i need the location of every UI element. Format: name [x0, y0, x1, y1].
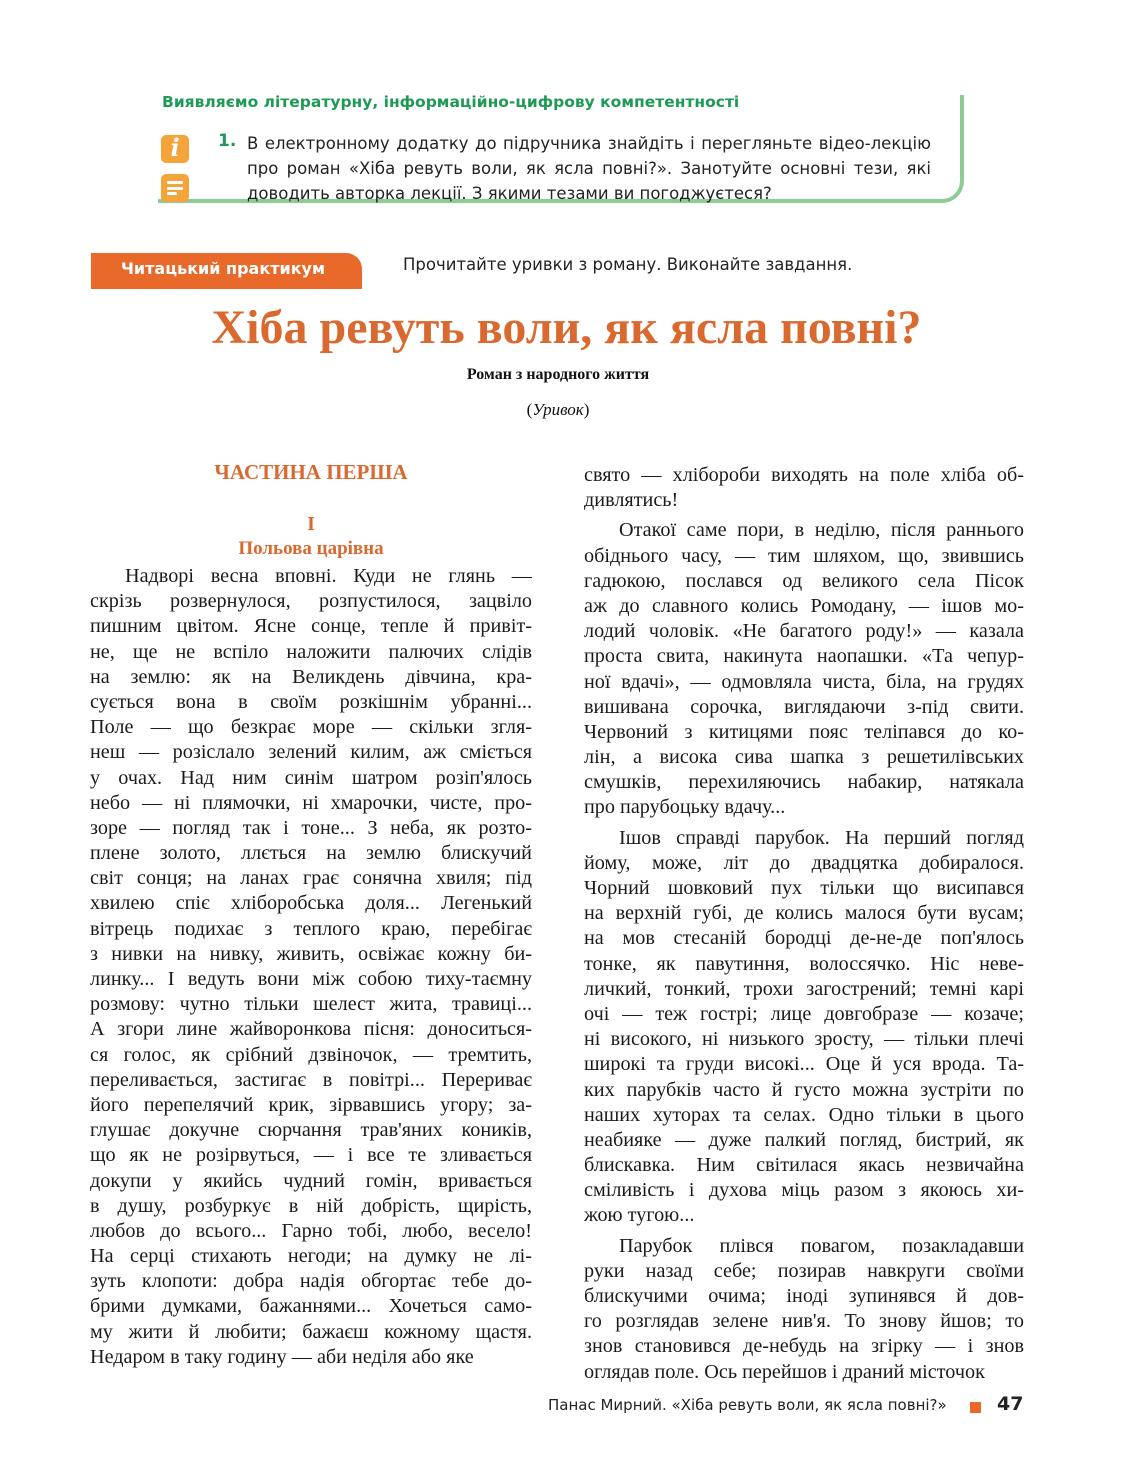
- part-title: ЧАСТИНА ПЕРША: [214, 460, 408, 484]
- text-line: ної вдачі», — одмовляла чиста, біла, на грудях: [584, 670, 1024, 693]
- text-line: Отакої саме пори, в неділю, після раннього: [619, 519, 1024, 542]
- task-number: 1.: [218, 131, 237, 151]
- text-line: що як не розірвуться, — і все те зливається: [90, 1144, 532, 1167]
- text-line: Недаром в таку годину — аби неділя або яке: [90, 1345, 474, 1368]
- text-line: А згори лине жайворонкова пісня: доноситься-: [90, 1018, 532, 1041]
- text-line: обіднього часу, — тим шляхом, що, звившись: [584, 544, 1024, 567]
- text-line: вишивана сорочка, виглядаючи з-під свити.: [584, 695, 1024, 718]
- text-line: сміливість і духова міць разом з якоюсь хи-: [584, 1179, 1024, 1202]
- chapter-title: Польова царівна: [238, 538, 384, 559]
- text-line: ких парубків часто й густо можна зустріти по: [584, 1078, 1024, 1101]
- task-line: В електронному додатку до підручника знайдіть і перегляньте відео-лекцію: [247, 134, 931, 153]
- work-subtitle: Роман з народного життя: [466, 366, 650, 383]
- text-line: в душу, розбуркує в ній добрість, щирість,: [90, 1194, 532, 1217]
- text-line: у очах. Над ним синім шатром розіп'ялось: [90, 766, 532, 789]
- text-line: про парубоцьку вдачу...: [584, 796, 786, 819]
- text-line: Ішов справді парубок. На перший погляд: [619, 826, 1024, 849]
- text-line: скрізь розвернулося, розпустилося, зацвіло: [90, 590, 532, 613]
- text-line: На серці стихають негоди; на думку не лі-: [90, 1245, 532, 1268]
- footer-marker: [970, 1402, 981, 1413]
- text-line: сується вона в своїм розкішнім убранні...: [90, 690, 532, 713]
- text-line: личкий, тонкий, трохи загострений; темні карі: [584, 977, 1024, 1000]
- text-line: неш — розіслало зелений килим, аж сміється: [90, 741, 532, 764]
- text-line: переливається, застигає в повітрі... Перериває: [90, 1068, 532, 1091]
- text-line: розмову: чутно тільки шелест жита, травиці...: [90, 993, 532, 1016]
- text-line: Надворі весна вповні. Куди не глянь —: [125, 565, 532, 587]
- text-line: руки назад себе; позирав навкруги своїми: [584, 1259, 1024, 1282]
- text-line: гадюкою, послався од великого села Пісок: [584, 569, 1024, 592]
- text-line: дивлятись!: [584, 489, 679, 512]
- text-line: на землю: як на Великдень дівчина, кра-: [90, 665, 532, 688]
- work-title: Хіба ревуть воли, як ясла повні?: [211, 301, 922, 354]
- text-line: пишним цвітом. Ясне сонце, тепле й привіт-: [90, 615, 532, 638]
- practicum-label: Читацький практикум: [121, 259, 326, 278]
- task-text: [247, 131, 931, 206]
- text-line: любов до всього... Гарно тобі, любо, весело!: [90, 1219, 532, 1242]
- left-text-column: [90, 564, 532, 1370]
- text-line: на верхній губі, де колись малося бути вусам;: [584, 902, 1024, 925]
- text-line: Червоний з китицями пояс теліпався до ко-: [584, 720, 1024, 743]
- text-line: Чорний шовковий пух тільки що висипався: [584, 877, 1024, 899]
- text-line: брими думками, бажаннями... Хочеться само-: [90, 1295, 532, 1318]
- text-line: лін, а висока сива шапка з решетилівських: [584, 746, 1024, 769]
- text-line: Парубок плівся повагом, позакладавши: [619, 1234, 1024, 1257]
- task-line: доводить авторка лекції. З якими тезами ви погоджуєтеся?: [247, 184, 772, 203]
- text-line: свято — хлібороби виходять на поле хліба об-: [584, 464, 1024, 486]
- text-line: Поле — що безкрає море — скільки згля-: [90, 716, 532, 739]
- text-line: смушків, перехиляючись набакир, натякала: [584, 771, 1024, 794]
- text-line: плене золото, ллється на землю блискучий: [90, 842, 532, 865]
- task-line: про роман «Хіба ревуть воли, як ясла повні?». Занотуйте основні тези, які: [247, 159, 931, 178]
- text-line: знов становився де-небудь на згірку — і знов: [584, 1335, 1024, 1358]
- chapter-number: I: [307, 513, 315, 535]
- text-line: оглядав поле. Ось перейшов і драний місточок: [584, 1360, 985, 1383]
- competence-title: Виявляємо літературну, інформаційно-цифрову компетентності: [162, 93, 740, 111]
- text-line: хвилею спіє хліборобська доля... Легенький: [90, 892, 532, 915]
- text-line: не, ще не вспіло наложити палючих слідів: [90, 640, 532, 663]
- text-line: аж до славного колись Ромодану, — ішов мо-: [584, 594, 1024, 617]
- text-line: линку... І ведуть вони між собою тиху-таємну: [90, 968, 532, 990]
- text-line: вітрець подихає з теплого краю, перебігає: [90, 917, 532, 940]
- text-line: блискавка. Ним світилася якась незвичайна: [584, 1154, 1024, 1177]
- text-line: з нивки на нивку, живить, освіжає кожну би-: [90, 942, 532, 965]
- text-line: його перепелячий крик, зірвавшись угору; за-: [90, 1093, 532, 1116]
- text-line: широкі та груди високі... Оце й уся врода. Та-: [584, 1053, 1024, 1076]
- text-line: ні високого, ні низького зросту, — тільки плечі: [584, 1028, 1024, 1051]
- text-line: наших хуторах та селах. Одно тільки в цього: [584, 1103, 1024, 1126]
- text-line: жою тугою...: [584, 1204, 695, 1227]
- text-line: на мов стесаній бородці де-не-де поп'ялось: [584, 927, 1024, 950]
- text-line: неабияке — дуже палкий погляд, бистрий, як: [584, 1128, 1024, 1151]
- note-icon: [161, 174, 189, 202]
- text-line: небо — ні плямочки, ні хмарочки, чисте, про-: [90, 791, 532, 814]
- text-line: лодий чоловік. «Не багатого роду!» — казала: [584, 620, 1024, 643]
- text-line: му жити й любити; бажаєш кожному щастя.: [90, 1320, 532, 1343]
- text-line: го розглядав зелене нив'я. То знову йшов; то: [584, 1310, 1024, 1333]
- text-line: блискучими очима; іноді зупинявся й дов-: [584, 1285, 1024, 1307]
- excerpt-word: Уривок: [532, 400, 584, 419]
- right-text-column: [584, 463, 1024, 1385]
- footer-running-title: Панас Мирний. «Хіба ревуть воли, як ясла повні?»: [548, 1396, 947, 1414]
- text-line: очі — теж гострі; лице довгобразе — козаче;: [584, 1002, 1024, 1025]
- excerpt-note: (Уривок): [526, 400, 590, 419]
- text-line: зоре — погляд так і тоне... З неба, як розто-: [90, 816, 532, 839]
- text-line: проста свита, накинута наопашки. «Та чепур-: [584, 645, 1024, 668]
- text-line: ся голос, як срібний дзвіночок, — тремтить,: [90, 1043, 532, 1066]
- info-icon: i: [161, 135, 189, 163]
- text-line: зуть клопоти: добра надія обгортає тебе до-: [90, 1270, 532, 1293]
- page-number: 47: [997, 1393, 1024, 1415]
- practicum-instruction: Прочитайте уривки з роману. Виконайте завдання.: [403, 255, 853, 274]
- text-line: глушає докучне сюрчання трав'яних коників,: [90, 1119, 532, 1142]
- text-line: докупи у якийсь чудний гомін, вривається: [90, 1169, 532, 1192]
- text-line: йому, може, літ до двадцятка добиралося.: [584, 851, 1024, 874]
- text-line: світ сонця; на ланах грає сонячна хвиля; під: [90, 867, 532, 890]
- practicum-tag: [91, 253, 362, 289]
- text-line: тонке, як павутиння, волоссячко. Ніс неве-: [584, 952, 1024, 975]
